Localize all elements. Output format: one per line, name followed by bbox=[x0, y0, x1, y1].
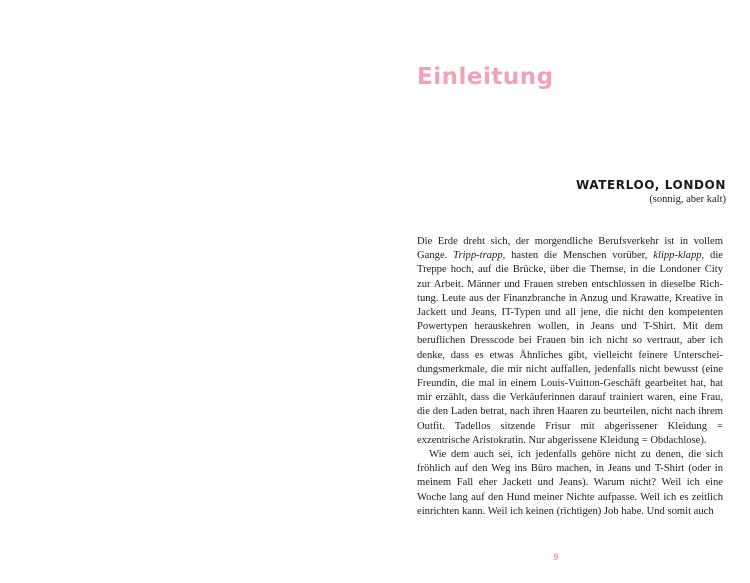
paragraph-1-italic-1: Tripp-trapp bbox=[453, 250, 503, 262]
paragraph-1-part-2: , hasten die Menschen vorüber, bbox=[502, 250, 654, 262]
paragraph-1-part-3: , die Treppe hoch, auf die Brücke, über die Themse, in die Londoner City zur Arbeit. Männer und Frauen streben entschlossen in dieselbe Richtung. Leute aus der Finanzbranche in Anzug und Krawatte, Kreative in Jackett und Jeans, IT-Typen und all jene, die nicht den kompetenten Powertypen herauskehren wollen, in Jeans und T-Shirt. Mit dem beruflichen Dresscode bei Frauen bin ich nicht so vertraut, aber ich denke, dass es etwas Ähnliches gibt, vielleicht feinere Unterscheidungsmerkmale, die mir nicht auffallen, jedenfalls nicht bewusst (eine Freundin, die mal in einem Louis-Vuitton-Geschäft gearbeitet hat, hat mir erzählt, dass die Verkäuferinnen darauf trainiert waren, eine Frau, die den Laden betrat, nach ihren Haaren zu beurteilen, nicht nach ihrem Outfit. Tadellos sitzende Frisur mit abgerissener Kleidung = exzentrische Aristokratin. Nur abgerissene Kleidung = Obdachlose). bbox=[417, 250, 723, 446]
page-number: 9 bbox=[553, 553, 559, 563]
paragraph-1-italic-2: klipp-klapp bbox=[653, 250, 702, 262]
chapter-title: Einleitung bbox=[417, 64, 554, 90]
paragraph-1 bbox=[417, 235, 723, 448]
paragraph-2: Wie dem auch sei, ich jedenfalls gehöre nicht zu denen, die sich fröhlich auf den Weg ins Büro machen, in Jeans und T-Shirt (oder in meinem Fall eher Jackett und Jeans). Warum nicht? Weil ich eine Woche lang auf den Hund meiner Nichte aufpasse. Weil ich es zeitlich einrichten kann. Weil ich keinen (richtigen) Job habe. Und somit auch bbox=[417, 449, 723, 517]
location-heading: WATERLOO, LONDON bbox=[575, 178, 726, 192]
location-subtitle: (sonnig, aber kalt) bbox=[649, 194, 726, 205]
location-block bbox=[576, 177, 726, 207]
paragraph-1-part-1: Die Erde dreht sich, der morgendliche Berufsverkehr ist in vollem Gange. bbox=[417, 236, 723, 262]
body-text bbox=[417, 235, 723, 519]
